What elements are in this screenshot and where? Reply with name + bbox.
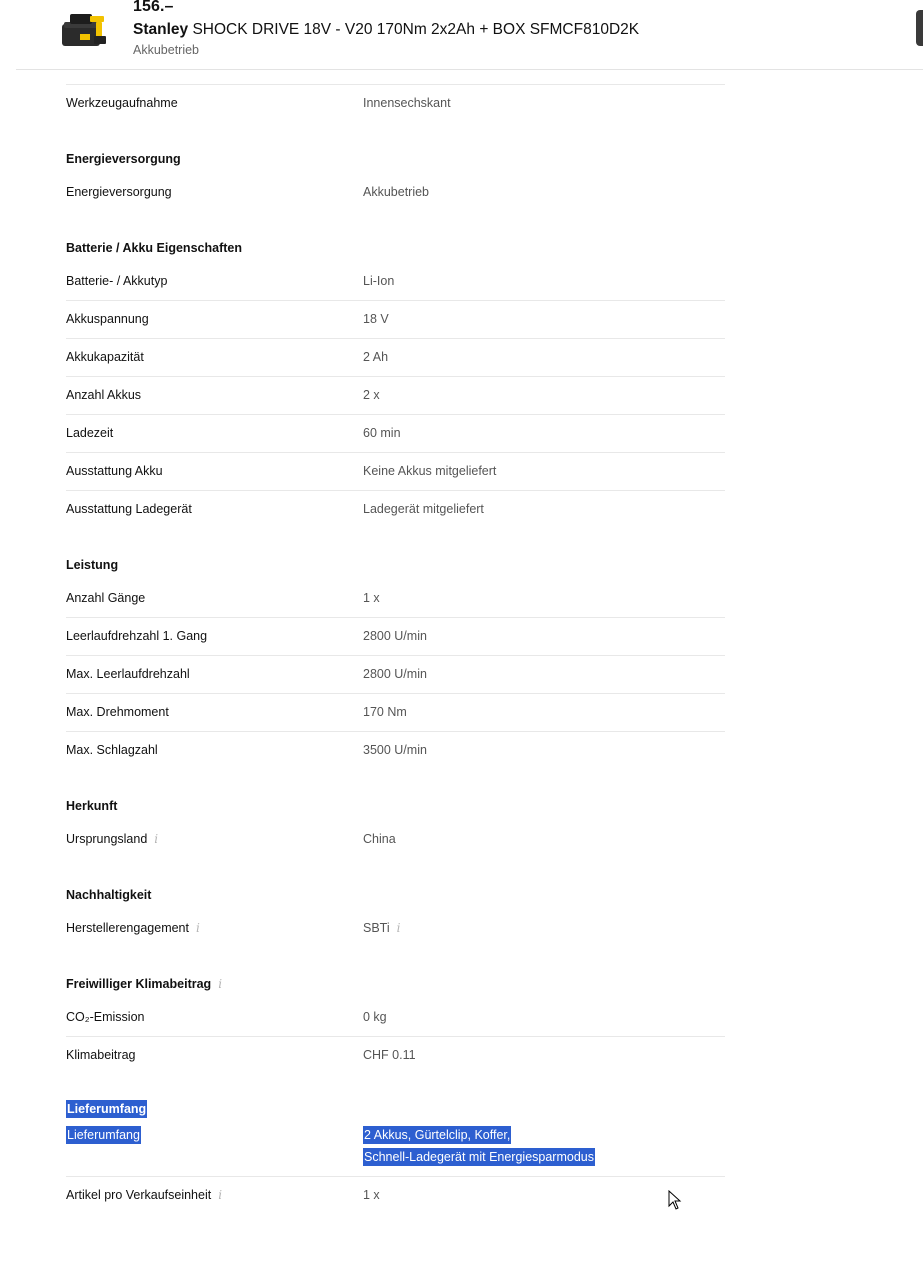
spec-key: Akkuspannung <box>66 312 149 326</box>
spec-row <box>66 1177 725 1214</box>
spec-row <box>66 1037 725 1074</box>
spec-value: 170 Nm <box>363 705 407 719</box>
spec-row <box>66 377 725 415</box>
section-heading: Freiwilliger Klimabeitrag <box>66 977 212 991</box>
spec-row <box>66 263 725 301</box>
divider <box>66 71 725 85</box>
spec-key: Artikel pro Verkaufseinheit <box>66 1188 212 1202</box>
spec-row <box>66 453 725 491</box>
section-heading: Lieferumfang <box>67 1102 147 1116</box>
spec-row <box>66 656 725 694</box>
section-batterie <box>66 211 725 263</box>
spec-key: Ursprungsland <box>66 832 148 846</box>
spec-value: 1 x <box>363 1188 380 1202</box>
product-price: 156.– <box>133 0 174 15</box>
section-heading-with-info <box>66 977 222 991</box>
spec-row <box>66 999 725 1037</box>
section-nachhaltigkeit <box>66 858 725 910</box>
spec-key-with-info <box>66 921 200 935</box>
spec-value: Li-Ion <box>363 274 395 288</box>
product-brand: Stanley <box>133 21 189 38</box>
spec-row <box>66 618 725 656</box>
spec-key-with-info <box>66 1188 222 1202</box>
spec-value-line: Schnell-Ladegerät mit Energiesparmodus <box>364 1150 594 1164</box>
scrollbar-thumb[interactable] <box>916 10 923 46</box>
section-energieversorgung <box>66 122 725 174</box>
spec-value-line: 2 Akkus, Gürtelclip, Koffer, <box>364 1128 511 1142</box>
spec-value: SBTi <box>363 921 390 935</box>
section-lieferumfang <box>66 1074 725 1126</box>
spec-value: 60 min <box>363 426 401 440</box>
spec-row <box>66 491 725 528</box>
spec-row <box>66 85 725 122</box>
info-icon[interactable]: i <box>218 977 223 991</box>
spec-value-multiline <box>363 1124 595 1168</box>
mouse-cursor-icon <box>668 1190 682 1210</box>
info-icon[interactable]: i <box>196 921 200 935</box>
spec-row <box>66 821 725 858</box>
spec-value: 2 x <box>363 388 380 402</box>
section-heading: Energieversorgung <box>66 152 181 166</box>
spec-key: Herstellerengagement <box>66 921 189 935</box>
spec-key: Ladezeit <box>66 426 114 440</box>
product-name: SHOCK DRIVE 18V - V20 170Nm 2x2Ah + BOX SFMCF810D2K <box>188 21 640 38</box>
spec-value: 2800 U/min <box>363 667 427 681</box>
sticky-product-header <box>0 0 923 70</box>
spec-key: Lieferumfang <box>67 1128 140 1142</box>
spec-key: Ausstattung Ladegerät <box>66 502 192 516</box>
spec-value: 3500 U/min <box>363 743 427 757</box>
spec-row <box>66 339 725 377</box>
spec-key-line <box>66 1124 141 1146</box>
spec-key: Anzahl Gänge <box>66 591 146 605</box>
spec-value-with-info <box>363 921 400 935</box>
specifications-table <box>66 71 725 1214</box>
spec-key: Werkzeugaufnahme <box>66 96 178 110</box>
spec-key: Energieversorgung <box>66 185 172 199</box>
spec-key-with-info <box>66 832 158 846</box>
spec-key: Max. Schlagzahl <box>66 743 158 757</box>
spec-key: Max. Drehmoment <box>66 705 169 719</box>
spec-key: Akkukapazität <box>66 350 144 364</box>
spec-value: CHF 0.11 <box>363 1048 416 1062</box>
product-subtitle: Akkubetrieb <box>133 43 200 57</box>
spec-key: Max. Leerlaufdrehzahl <box>66 667 190 681</box>
spec-key: Klimabeitrag <box>66 1048 136 1062</box>
spec-key: Batterie- / Akkutyp <box>66 274 168 288</box>
spec-value: Innensechskant <box>363 96 451 110</box>
header-divider <box>16 69 923 70</box>
section-heading: Nachhaltigkeit <box>66 888 152 902</box>
spec-key: Ausstattung Akku <box>66 464 163 478</box>
spec-row <box>66 732 725 769</box>
spec-row <box>66 301 725 339</box>
spec-value: 2800 U/min <box>363 629 427 643</box>
spec-row <box>66 580 725 618</box>
spec-value: Akkubetrieb <box>363 185 430 199</box>
info-icon[interactable]: i <box>154 832 159 846</box>
info-icon[interactable]: i <box>396 921 401 935</box>
spec-value: Keine Akkus mitgeliefert <box>363 464 497 478</box>
spec-row <box>66 1126 725 1177</box>
product-thumbnail[interactable] <box>60 8 112 48</box>
section-klimabeitrag <box>66 947 725 999</box>
spec-key: Leerlaufdrehzahl 1. Gang <box>66 629 208 643</box>
info-icon[interactable]: i <box>218 1188 223 1202</box>
spec-row <box>66 910 725 947</box>
spec-row <box>66 694 725 732</box>
section-heading: Herkunft <box>66 799 118 813</box>
spec-value: 1 x <box>363 591 380 605</box>
spec-key: CO₂-Emission <box>66 1010 145 1024</box>
spec-row <box>66 415 725 453</box>
spec-value: China <box>363 832 396 846</box>
section-herkunft <box>66 769 725 821</box>
spec-value: 2 Ah <box>363 350 389 364</box>
section-heading: Batterie / Akku Eigenschaften <box>66 241 242 255</box>
section-leistung <box>66 528 725 580</box>
product-title[interactable] <box>133 21 639 39</box>
spec-key: Anzahl Akkus <box>66 388 142 402</box>
spec-row <box>66 174 725 211</box>
spec-value: Ladegerät mitgeliefert <box>363 502 484 516</box>
section-heading: Leistung <box>66 558 119 572</box>
spec-value: 0 kg <box>363 1010 387 1024</box>
spec-value: 18 V <box>363 312 389 326</box>
